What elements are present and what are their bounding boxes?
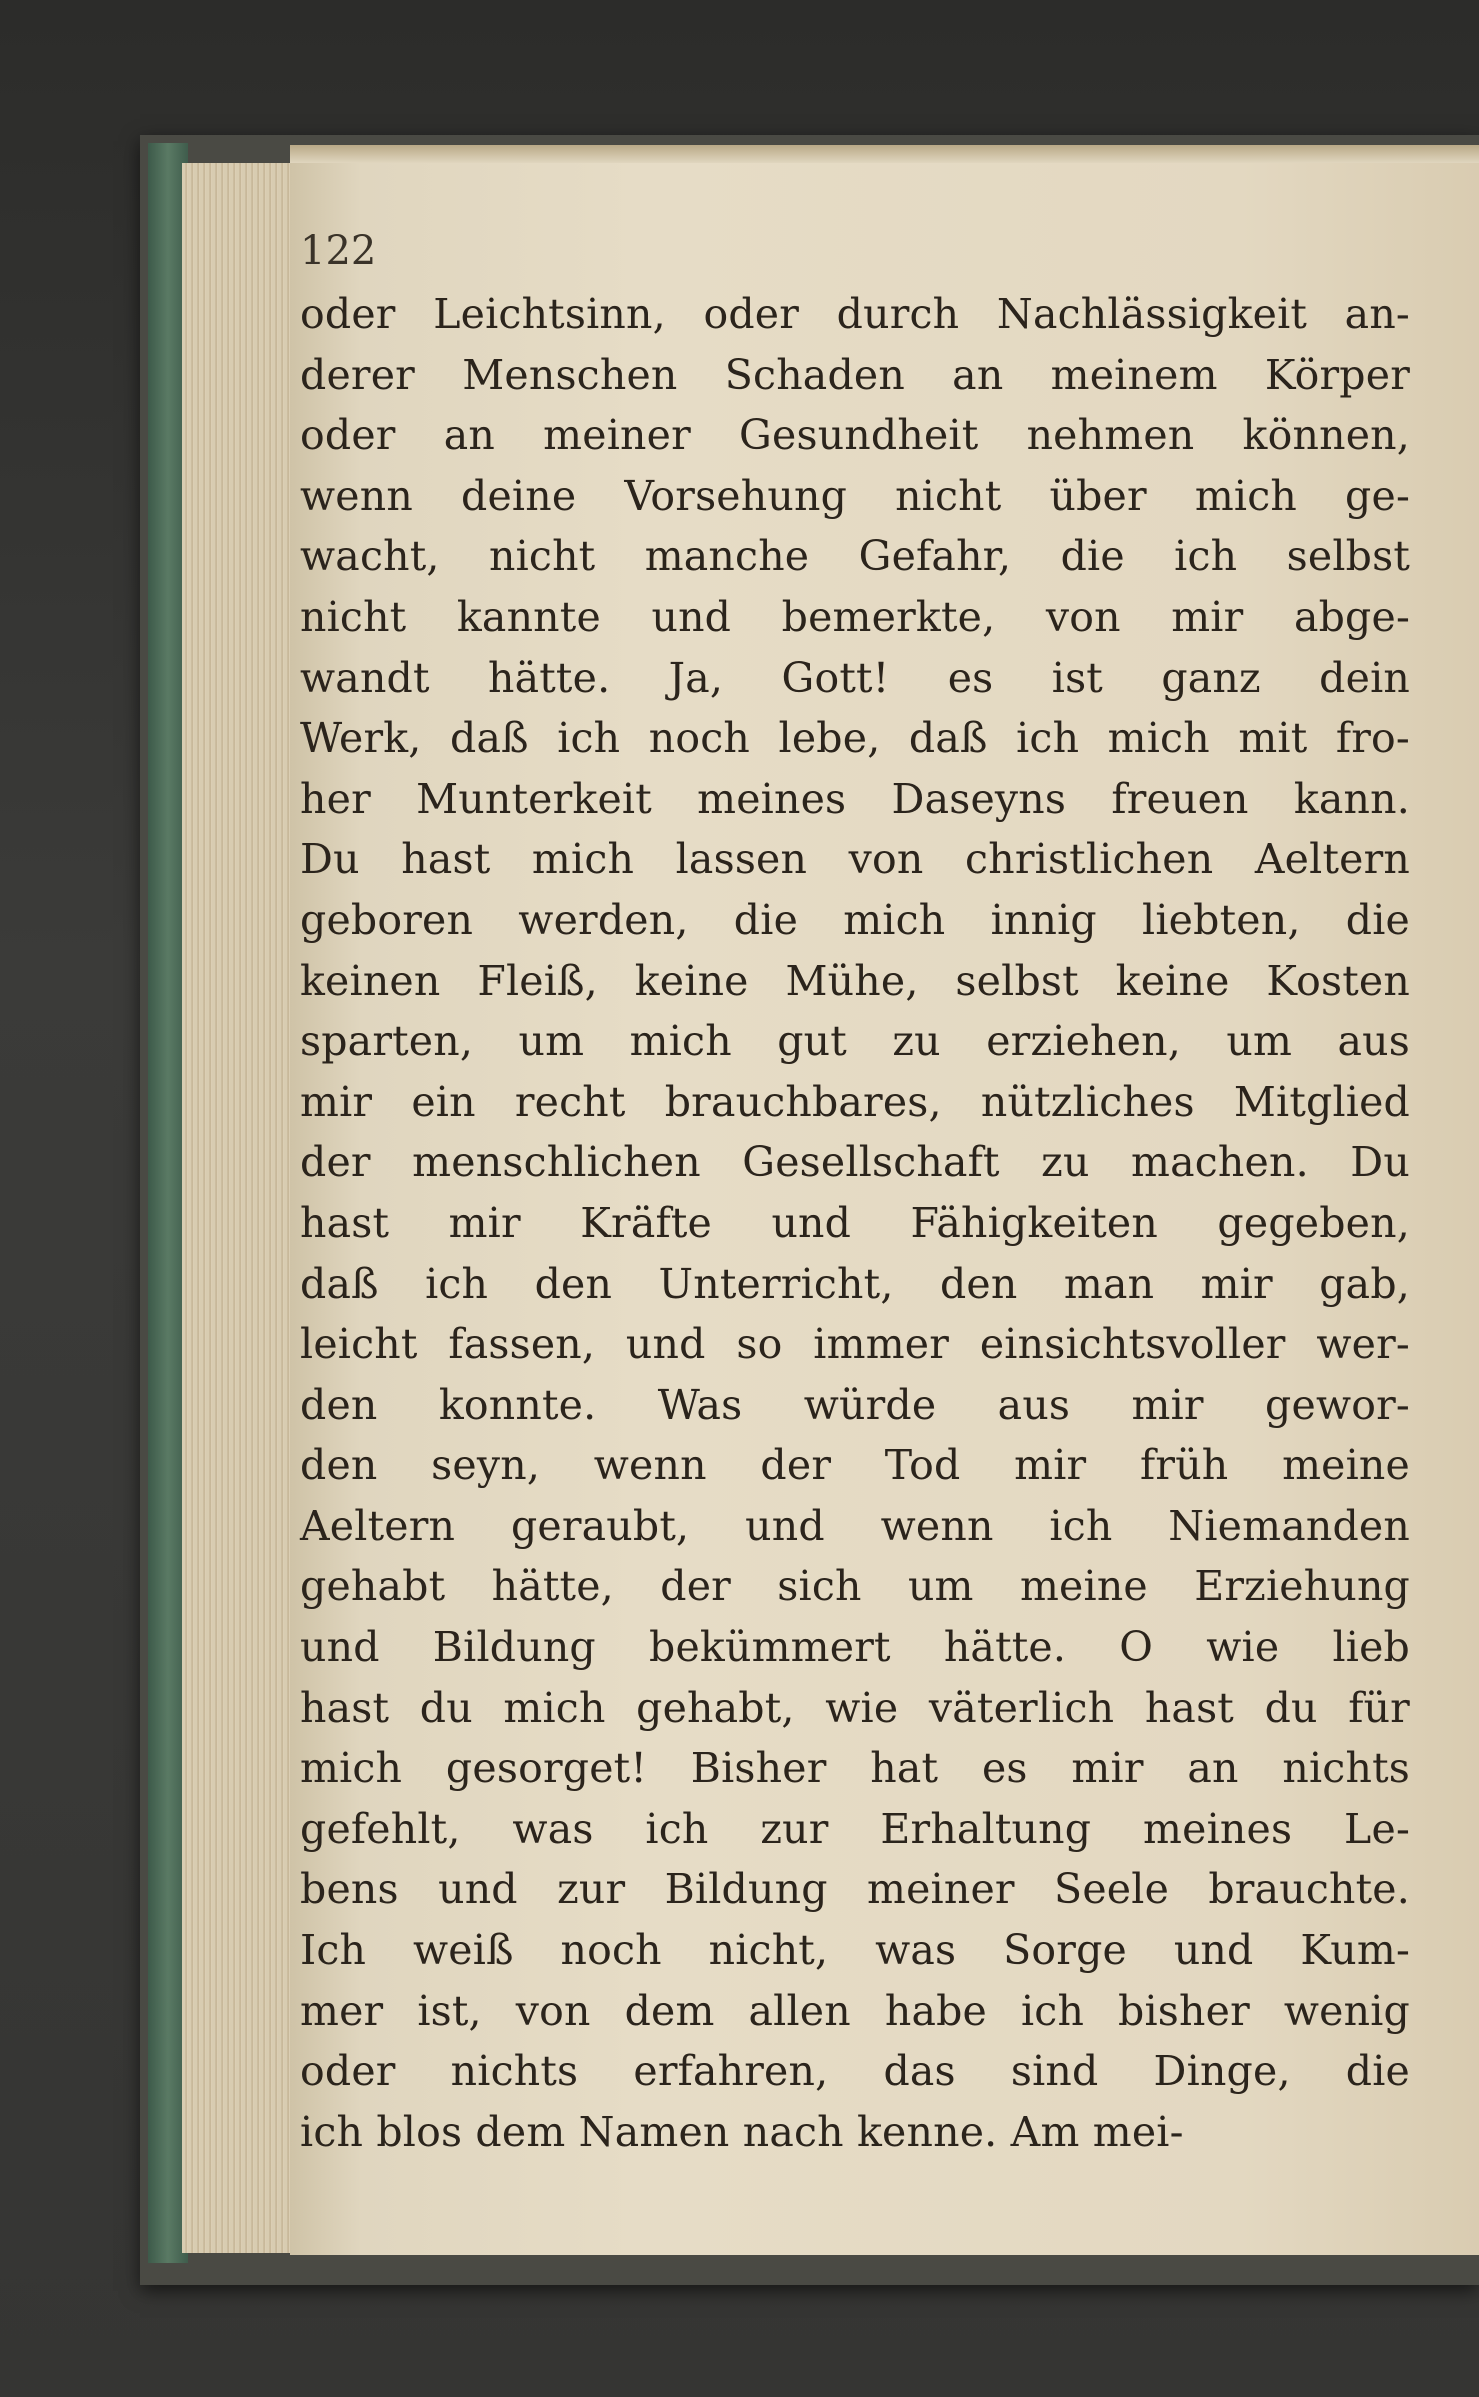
text-line: oder nichts erfahren, das sind Dinge, die [300, 2047, 1410, 2096]
text-line: Aeltern geraubt, und wenn ich Niemanden [300, 1501, 1410, 1550]
text-line: her Munterkeit meines Daseyns freuen kann. [300, 774, 1410, 823]
text-line: Werk, daß ich noch lebe, daß ich mich mit fro- [300, 714, 1410, 763]
text-line: leicht fassen, und so immer einsichtsvoller wer- [300, 1320, 1410, 1369]
page-number: 122 [300, 228, 377, 274]
text-line: derer Menschen Schaden an meinem Körper [300, 350, 1410, 399]
text-line: keinen Fleiß, keine Mühe, selbst keine Kosten [300, 956, 1410, 1005]
text-line: und Bildung bekümmert hätte. O wie lieb [300, 1623, 1410, 1672]
text-line: wenn deine Vorsehung nicht über mich ge- [300, 471, 1410, 520]
text-line: wandt hätte. Ja, Gott! es ist ganz dein [300, 653, 1410, 702]
text-line: der menschlichen Gesellschaft zu machen. Du [300, 1138, 1410, 1187]
text-line: nicht kannte und bemerkte, von mir abge- [300, 592, 1410, 641]
page-top-shadow [290, 145, 1479, 163]
text-line: hast mir Kräfte und Fähigkeiten gegeben, [300, 1198, 1410, 1247]
text-line: sparten, um mich gut zu erziehen, um aus [300, 1017, 1410, 1066]
text-line: Du hast mich lassen von christlichen Aeltern [300, 835, 1410, 884]
text-line: mer ist, von dem allen habe ich bisher wenig [300, 1986, 1410, 2035]
text-line: bens und zur Bildung meiner Seele brauchte. [300, 1865, 1410, 1914]
text-line: den konnte. Was würde aus mir gewor- [300, 1380, 1410, 1429]
text-line: mich gesorget! Bisher hat es mir an nichts [300, 1744, 1410, 1793]
text-line: gefehlt, was ich zur Erhaltung meines Le- [300, 1804, 1410, 1853]
text-line: wacht, nicht manche Gefahr, die ich selbst [300, 532, 1410, 581]
text-line: gehabt hätte, der sich um meine Erziehung [300, 1562, 1410, 1611]
text-line: ich blos dem Namen nach kenne. Am mei- [300, 2107, 1184, 2156]
text-line: mir ein recht brauchbares, nützliches Mitglied [300, 1077, 1410, 1126]
text-line: den seyn, wenn der Tod mir früh meine [300, 1441, 1410, 1490]
text-line: Ich weiß noch nicht, was Sorge und Kum- [300, 1926, 1410, 1975]
text-line: geboren werden, die mich innig liebten, die [300, 895, 1410, 944]
text-line: oder Leichtsinn, oder durch Nachlässigkeit an- [300, 290, 1410, 338]
text-line: daß ich den Unterricht, den man mir gab, [300, 1259, 1410, 1308]
text-line: hast du mich gehabt, wie väterlich hast du für [300, 1683, 1410, 1732]
body-text [300, 284, 1410, 2162]
text-line: oder an meiner Gesundheit nehmen können, [300, 411, 1410, 460]
